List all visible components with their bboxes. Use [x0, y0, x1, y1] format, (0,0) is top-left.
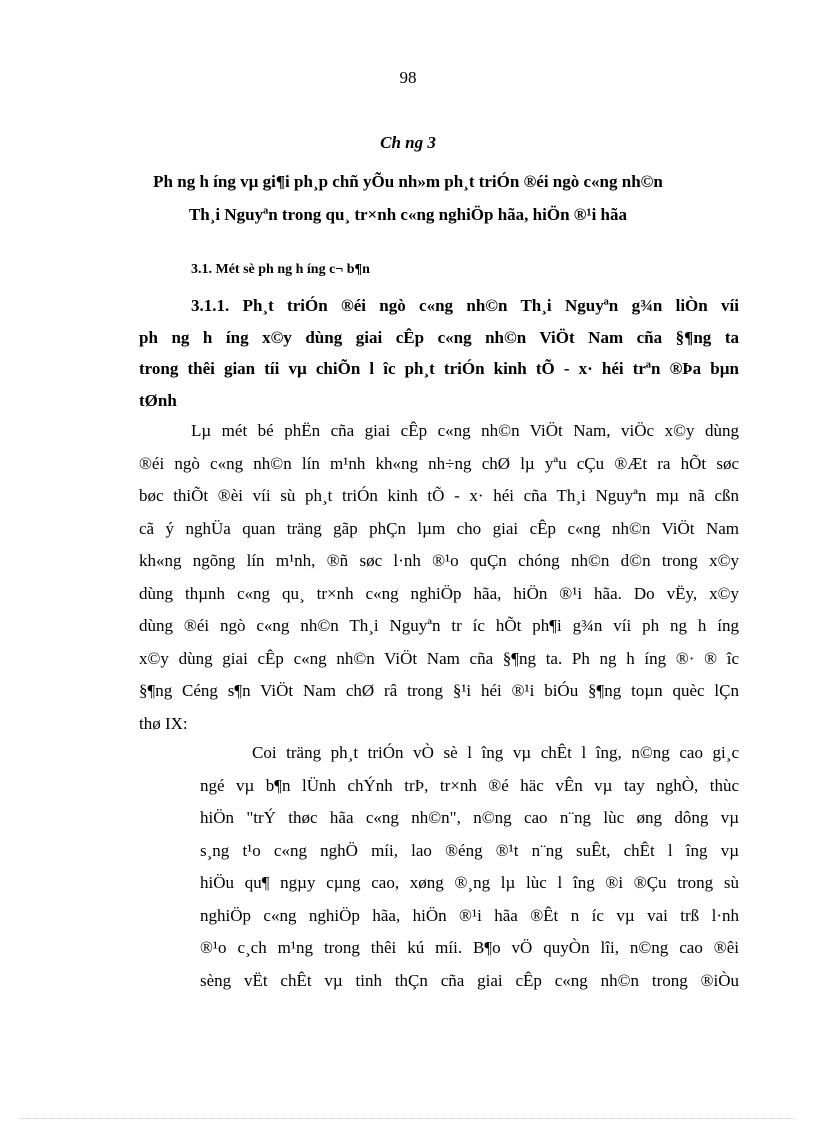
quote-line: s¸ng t¹o c«ng nghÖ míi, lao ®éng ®¹t n¨ng suÊt, chÊt l îng vµ	[200, 840, 739, 860]
paragraph-line: cã ý nghÜa quan träng gãp phÇn lµm cho giai cÊp c«ng nh©n ViÖt Nam	[139, 518, 739, 538]
section-heading: 3.1. Mét sè ph ng h íng c¬ b¶n	[191, 262, 370, 277]
chapter-title-line: Th¸i Nguyªn trong qu¸ tr×nh c«ng nghiÖp hãa, hiÖn ®¹i hãa	[188, 205, 628, 224]
paragraph-line: dùng ®éi ngò c«ng nh©n Th¸i Nguyªn tr íc hÕt ph¶i g¾n víi ph ng h íng	[139, 616, 739, 635]
quote-line: hiÖn "trÝ thøc hãa c«ng nh©n", n©ng cao n¨ng lùc øng dông vµ	[200, 808, 739, 827]
quote-line: Coi träng ph¸t triÓn vÒ sè l îng vµ chÊt l îng, n©ng cao gi¸c	[252, 743, 739, 762]
body-paragraph	[139, 415, 739, 740]
quote-line: hiÖu qu¶ ngµy cµng cao, xøng ®¸ng lµ lùc l îng ®i ®Çu trong sù	[200, 873, 739, 892]
paragraph-line: thø IX:	[139, 713, 188, 733]
paragraph-line: bøc thiÕt ®èi víi sù ph¸t triÓn kinh tÕ - x· héi cña Th¸i Nguyªn mµ nã cßn	[139, 486, 739, 505]
subsection-line: 3.1.1. Ph¸t triÓn ®éi ngò c«ng nh©n Th¸i Nguyªn g¾n liÒn víi	[191, 296, 739, 315]
page-bottom-divider	[20, 1118, 796, 1119]
quote-line: nghiÖp c«ng nghiÖp hãa, hiÖn ®¹i hãa ®Êt n íc vµ vai trß l·nh	[200, 905, 739, 925]
paragraph-line: x©y dùng giai cÊp c«ng nh©n ViÖt Nam cña §¶ng ta. Ph ng h íng ®· ® îc	[139, 648, 739, 668]
paragraph-line: ®éi ngò c«ng nh©n lín m¹nh kh«ng nh÷ng chØ lµ yªu cÇu ®Æt ra hÕt søc	[139, 453, 739, 473]
subsection-line: trong thêi gian tíi vµ chiÕn l îc ph¸t triÓn kinh tÕ - x· héi trªn ®Þa bµn	[139, 359, 739, 378]
quote-line: sèng vËt chÊt vµ tinh thÇn cña giai cÊp c«ng nh©n trong ®iÒu	[200, 970, 739, 990]
paragraph-line: kh«ng ngõng lín m¹nh, ®ñ søc l·nh ®¹o quÇn chóng nh©n d©n trong x©y	[139, 551, 739, 570]
quote-line: ngé vµ b¶n lÜnh chÝnh trÞ, tr×nh ®é häc vÊn vµ tay nghÒ, thùc	[200, 775, 739, 795]
block-quote	[200, 737, 739, 997]
chapter-title-line: Ph ng h íng vµ gi¶i ph¸p chñ yÕu nh»m ph¸t triÓn ®éi ngò c«ng nh©n	[153, 172, 663, 191]
page-number: 98	[399, 68, 417, 87]
paragraph-line: dùng thµnh c«ng qu¸ tr×nh c«ng nghiÖp hãa, hiÖn ®¹i hãa. Do vËy, x©y	[139, 583, 739, 603]
subsection-line: tØnh	[139, 390, 177, 410]
subsection-heading	[139, 290, 739, 416]
paragraph-line: Lµ mét bé phËn cña giai cÊp c«ng nh©n ViÖt Nam, viÖc x©y dùng	[191, 421, 739, 440]
chapter-title	[60, 165, 756, 231]
paragraph-line: §¶ng Céng s¶n ViÖt Nam chØ râ trong §¹i héi ®¹i biÓu §¶ng toµn quèc lÇn	[139, 681, 739, 700]
quote-line: ®¹o c¸ch m¹ng trong thêi kú míi. B¶o vÖ quyÒn lîi, n©ng cao ®êi	[200, 938, 739, 957]
subsection-line: ph ng h íng x©y dùng giai cÊp c«ng nh©n ViÖt Nam cña §¶ng ta	[139, 327, 739, 347]
chapter-heading: Ch ng 3	[380, 133, 436, 152]
